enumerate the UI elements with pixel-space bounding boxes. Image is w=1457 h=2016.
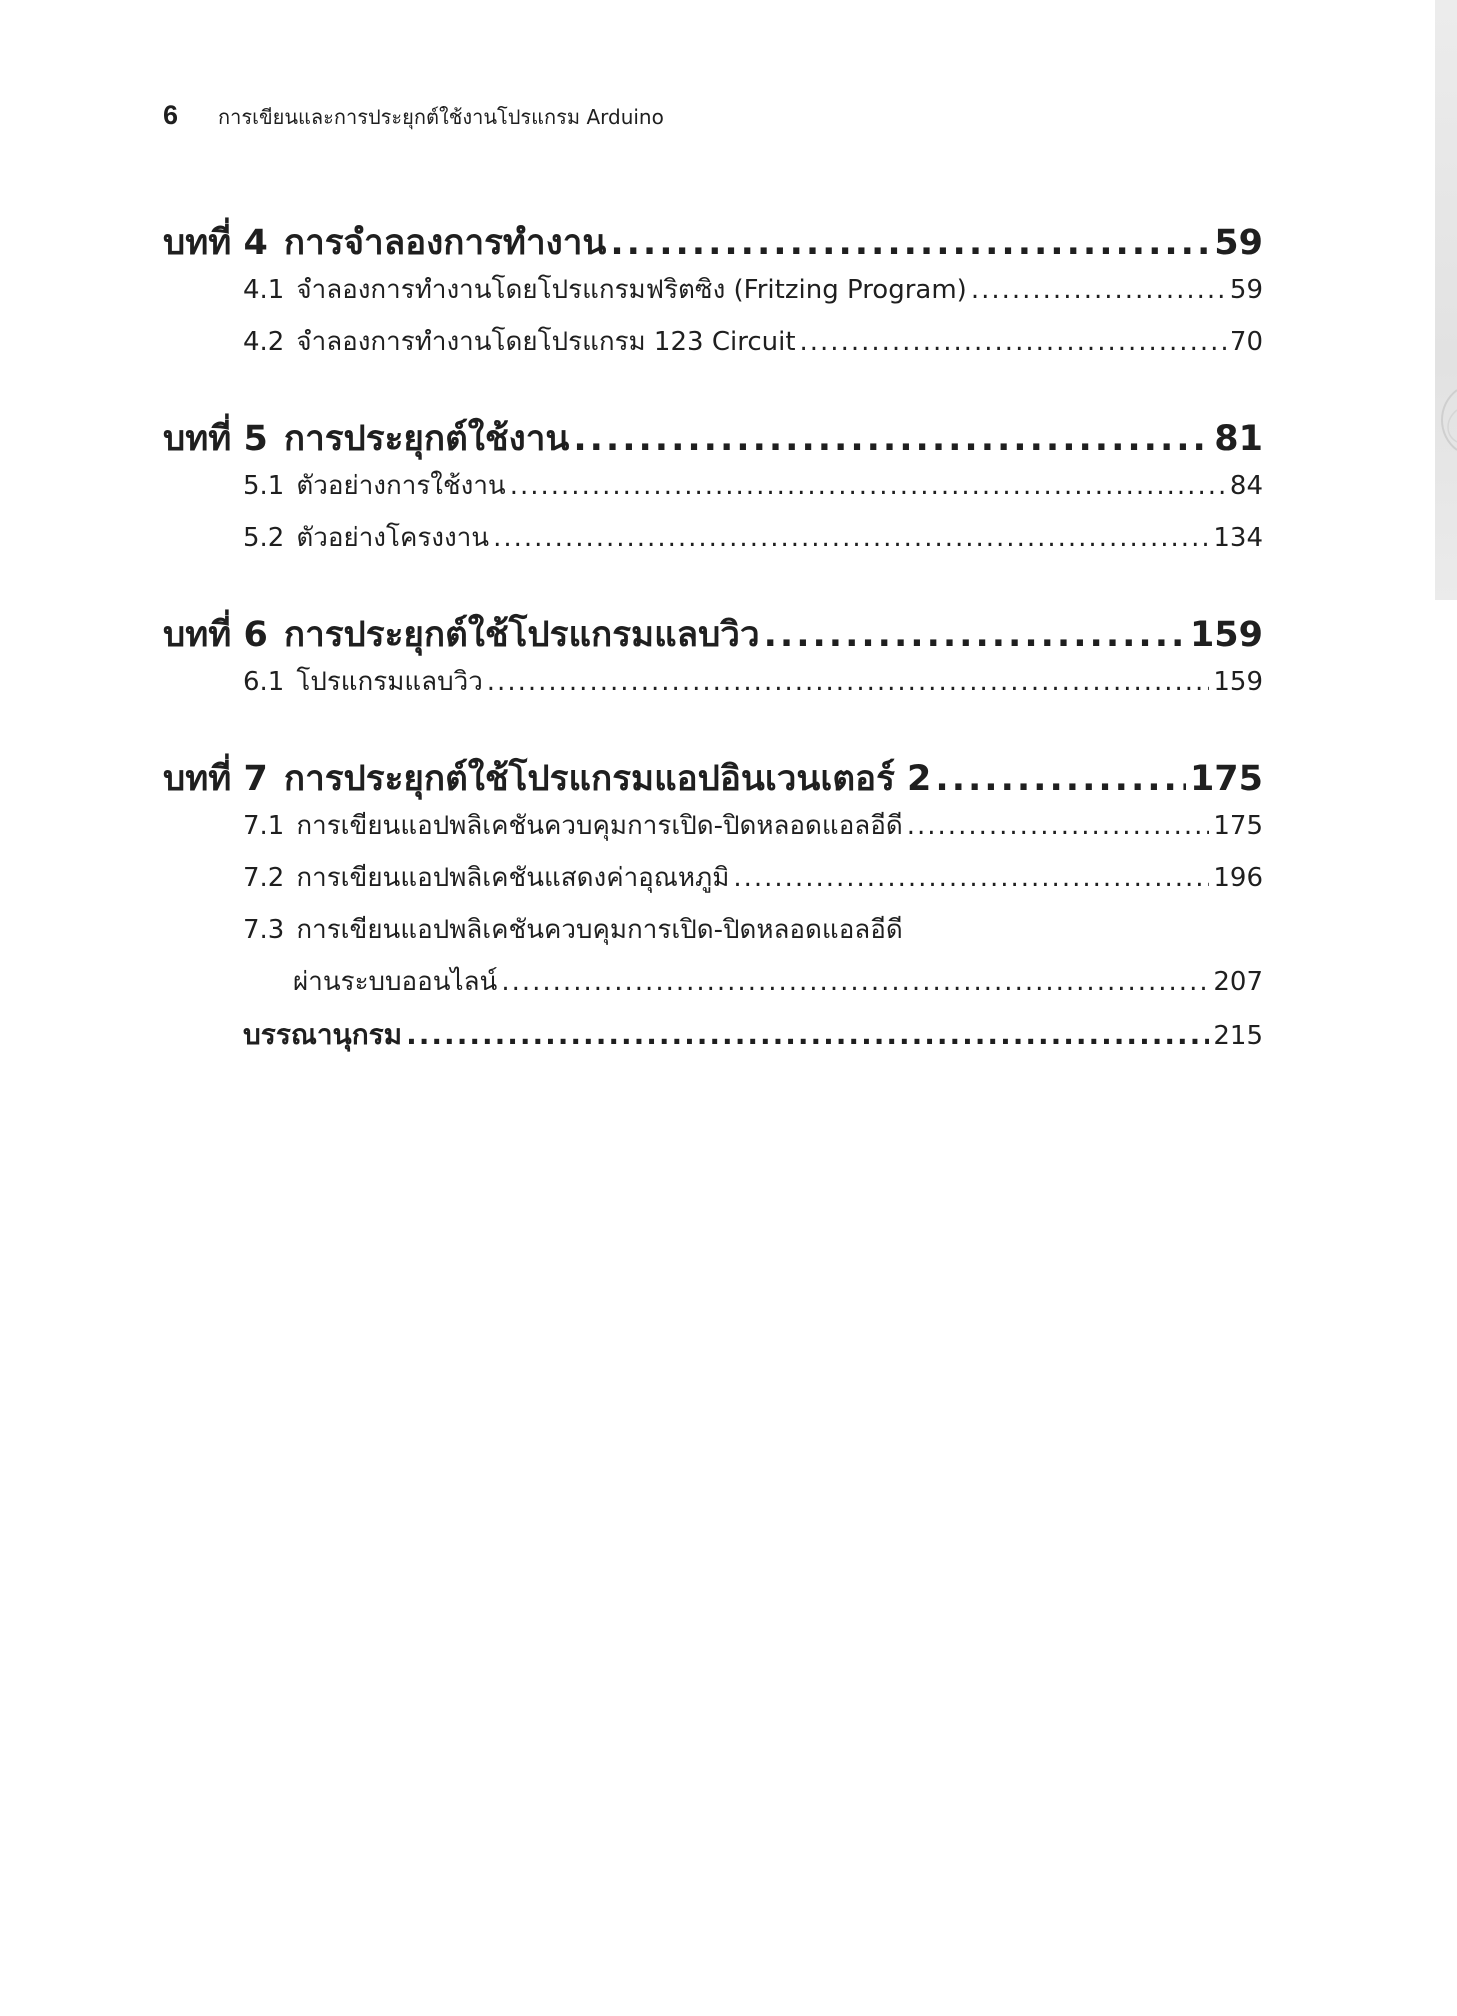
section-title-continuation: ผ่านระบบออนไลน์ [293, 967, 498, 997]
toc-section-5-1 [243, 465, 1263, 517]
dot-leader [573, 419, 1210, 459]
section-page: 207 [1213, 967, 1263, 997]
dot-leader [510, 471, 1226, 501]
section-number: 4.1 [243, 275, 285, 305]
toc-section-4-1 [243, 269, 1263, 321]
chapter-page: 81 [1214, 419, 1263, 459]
dot-leader [935, 759, 1186, 799]
bibliography-title: บรรณานุกรม [243, 1018, 403, 1051]
section-title: ตัวอย่างโครงงาน [296, 523, 490, 553]
running-header [163, 100, 664, 133]
section-title: การเขียนแอปพลิเคชันควบคุมการเปิด-ปิดหลอดแอลอีดี [296, 811, 903, 841]
section-page: 84 [1229, 471, 1263, 501]
toc-section-5-2 [243, 517, 1263, 569]
section-page: 70 [1229, 327, 1263, 357]
section-number: 4.2 [243, 327, 285, 357]
section-number: 5.1 [243, 471, 285, 501]
section-number: 6.1 [243, 667, 285, 697]
toc-section-7-2 [243, 857, 1263, 909]
dot-leader [800, 327, 1226, 357]
dot-leader [733, 863, 1209, 893]
section-page: 196 [1213, 863, 1263, 893]
section-page: 134 [1213, 523, 1263, 553]
toc-chapter-5 [163, 411, 1263, 461]
dot-leader [610, 223, 1210, 263]
section-title: ตัวอย่างการใช้งาน [296, 471, 506, 501]
toc-section-7-3-continuation [293, 961, 1263, 1013]
dot-leader [971, 275, 1226, 305]
toc-bibliography [243, 1013, 1263, 1065]
decorative-swirl-icon [1435, 380, 1457, 480]
section-title: จำลองการทำงานโดยโปรแกรม 123 Circuit [296, 327, 796, 357]
chapter-title: การประยุกต์ใช้งาน [283, 419, 570, 459]
chapter-title: การประยุกต์ใช้โปรแกรมแอปอินเวนเตอร์ 2 [283, 759, 932, 799]
table-of-contents [163, 215, 1263, 1065]
bibliography-page: 215 [1213, 1021, 1263, 1051]
page-number: 6 [163, 100, 179, 130]
section-page: 175 [1213, 811, 1263, 841]
section-title: จำลองการทำงานโดยโปรแกรมฟริตซิง (Fritzing Program) [296, 275, 967, 305]
chapter-page: 159 [1189, 615, 1263, 655]
toc-chapter-6 [163, 607, 1263, 657]
toc-chapter-4 [163, 215, 1263, 265]
dot-leader [493, 523, 1209, 553]
chapter-prefix: บทที่ 6 [163, 615, 268, 655]
section-number: 7.2 [243, 863, 285, 893]
chapter-title: การประยุกต์ใช้โปรแกรมแลบวิว [283, 615, 760, 655]
toc-section-4-2 [243, 321, 1263, 373]
section-number: 7.1 [243, 811, 285, 841]
section-number: 7.3 [243, 915, 285, 945]
dot-leader [406, 1018, 1209, 1051]
dot-leader [501, 967, 1209, 997]
dot-leader [487, 667, 1210, 697]
section-title: โปรแกรมแลบวิว [296, 667, 483, 697]
section-number: 5.2 [243, 523, 285, 553]
section-page: 59 [1229, 275, 1263, 305]
chapter-prefix: บทที่ 5 [163, 419, 268, 459]
book-title: การเขียนและการประยุกต์ใช้งานโปรแกรม Arduino [218, 105, 664, 129]
toc-section-6-1 [243, 661, 1263, 713]
chapter-prefix: บทที่ 7 [163, 759, 268, 799]
dot-leader [764, 615, 1186, 655]
dot-leader [907, 811, 1210, 841]
toc-section-7-1 [243, 805, 1263, 857]
toc-chapter-7 [163, 751, 1263, 801]
chapter-title: การจำลองการทำงาน [283, 223, 607, 263]
section-title: การเขียนแอปพลิเคชันแสดงค่าอุณหภูมิ [296, 863, 730, 893]
section-title: การเขียนแอปพลิเคชันควบคุมการเปิด-ปิดหลอดแอลอีดี [296, 915, 903, 945]
chapter-page: 59 [1214, 223, 1263, 263]
section-page: 159 [1213, 667, 1263, 697]
chapter-page: 175 [1189, 759, 1263, 799]
page-edge-tab [1435, 0, 1457, 600]
toc-section-7-3 [243, 909, 1263, 961]
chapter-prefix: บทที่ 4 [163, 223, 268, 263]
